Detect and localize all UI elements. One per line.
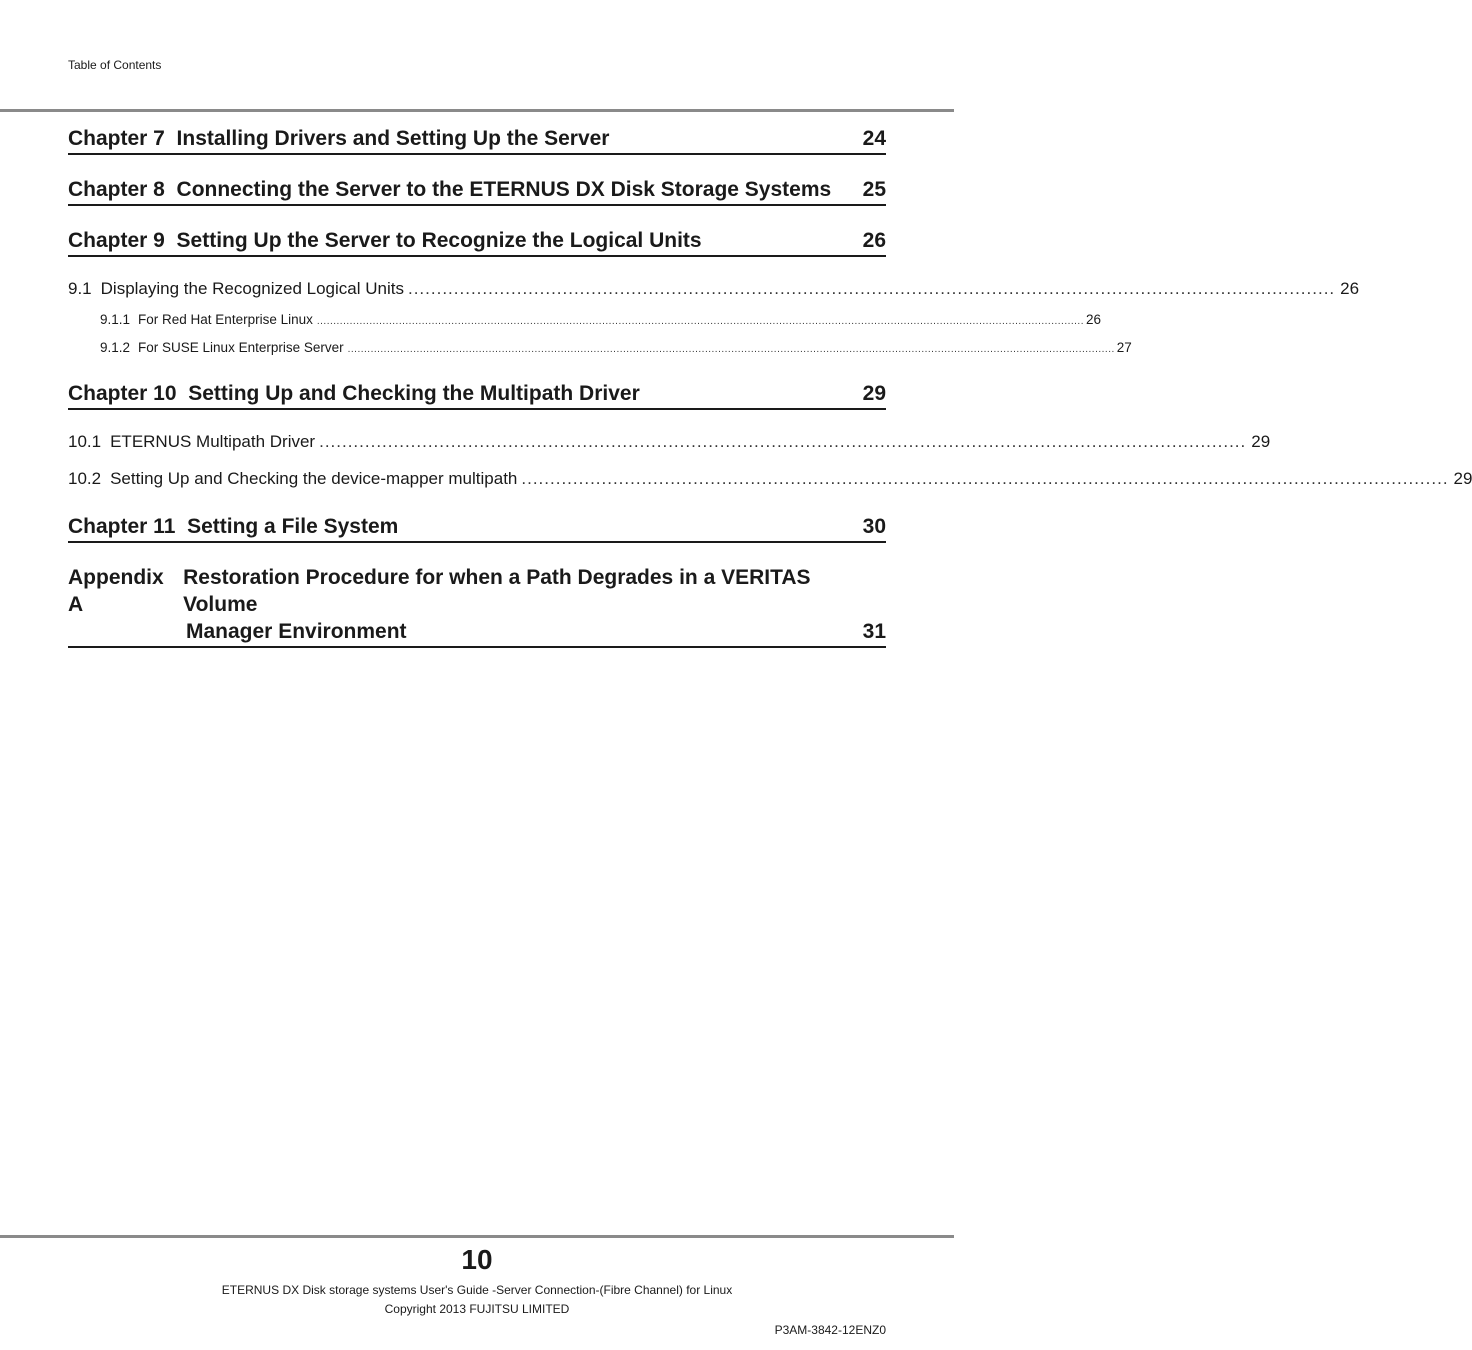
chapter-heading (68, 125, 609, 152)
chapter-heading (68, 380, 640, 407)
chapter-title: Installing Drivers and Setting Up the Server (176, 127, 610, 150)
toc-chapter-11[interactable] (68, 513, 886, 543)
dot-leader: .................................................................................................................................................................. (319, 432, 1247, 451)
chapter-title: Setting Up the Server to Recognize the Logical Units (176, 229, 702, 252)
appendix-title-line2: Manager Environment (186, 620, 407, 643)
appendix-page-number: 31 (862, 620, 886, 643)
toc-chapter-9[interactable] (68, 227, 886, 257)
document-title: ETERNUS DX Disk storage systems User's Guide -Server Connection-(Fibre Channel) for Linux (221, 1283, 733, 1297)
chapter-heading (68, 513, 398, 540)
chapter-heading (68, 176, 831, 203)
section-title: ETERNUS Multipath Driver (110, 432, 316, 451)
toc-chapter-7[interactable] (68, 125, 886, 155)
chapter-label: Chapter 11 (68, 515, 176, 538)
chapter-label: Chapter 8 (68, 178, 165, 201)
chapter-label: Chapter 7 (68, 127, 165, 150)
toc-subsection-9-1-2[interactable] (100, 339, 1132, 359)
chapter-page-number: 25 (862, 178, 886, 201)
header-rule (0, 109, 954, 112)
running-head: Table of Contents (68, 58, 162, 72)
section-page-number: 29 (1251, 432, 1271, 451)
subsection-title: For SUSE Linux Enterprise Server (138, 340, 344, 355)
dot-leader: .......................................................................................................................................................................................................................................... (316, 316, 1084, 327)
section-number: 9.1 (68, 279, 92, 298)
chapter-label: Chapter 10 (68, 382, 177, 405)
chapter-page-number: 30 (862, 515, 886, 538)
chapter-page-number: 29 (862, 382, 886, 405)
section-title: Setting Up and Checking the device-mapper multipath (110, 469, 518, 488)
chapter-title: Setting a File System (187, 515, 399, 538)
toc-chapter-10[interactable] (68, 380, 886, 410)
toc-section-10-2[interactable] (68, 468, 1472, 490)
dot-leader: .......................................................................................................................................................................................................................................... (347, 344, 1115, 355)
toc-section-9-1[interactable] (68, 278, 1360, 300)
chapter-page-number: 24 (862, 127, 886, 150)
copyright: Copyright 2013 FUJITSU LIMITED (384, 1302, 570, 1316)
subsection-page-number: 27 (1116, 340, 1132, 355)
subsection-number: 9.1.2 (100, 340, 131, 355)
appendix-title-line1: Restoration Procedure for when a Path Degrades in a VERITAS Volume (183, 566, 811, 616)
chapter-title: Setting Up and Checking the Multipath Driver (188, 382, 640, 405)
page-number: 10 (461, 1244, 493, 1275)
chapter-title: Connecting the Server to the ETERNUS DX Disk Storage Systems (176, 178, 832, 201)
chapter-heading (68, 227, 702, 254)
toc-appendix-a[interactable] (68, 564, 886, 648)
chapter-page-number: 26 (862, 229, 886, 252)
section-number: 10.2 (68, 469, 102, 488)
subsection-page-number: 26 (1086, 312, 1102, 327)
toc-section-10-1[interactable] (68, 431, 1271, 453)
document-code: P3AM-3842-12ENZ0 (774, 1323, 886, 1337)
dot-leader: .................................................................................................................................................................. (407, 279, 1336, 298)
subsection-number: 9.1.1 (100, 312, 131, 327)
subsection-title: For Red Hat Enterprise Linux (138, 312, 313, 327)
toc-subsection-9-1-1[interactable] (100, 311, 1102, 331)
section-page-number: 26 (1340, 279, 1360, 298)
toc-chapter-8[interactable] (68, 176, 886, 206)
chapter-label: Chapter 9 (68, 229, 165, 252)
section-page-number: 29 (1453, 469, 1472, 488)
dot-leader: .................................................................................................................................................................. (521, 469, 1449, 488)
appendix-label: Appendix A (68, 566, 164, 616)
section-number: 10.1 (68, 432, 102, 451)
section-title: Displaying the Recognized Logical Units (100, 279, 404, 298)
footer-rule (0, 1235, 954, 1238)
